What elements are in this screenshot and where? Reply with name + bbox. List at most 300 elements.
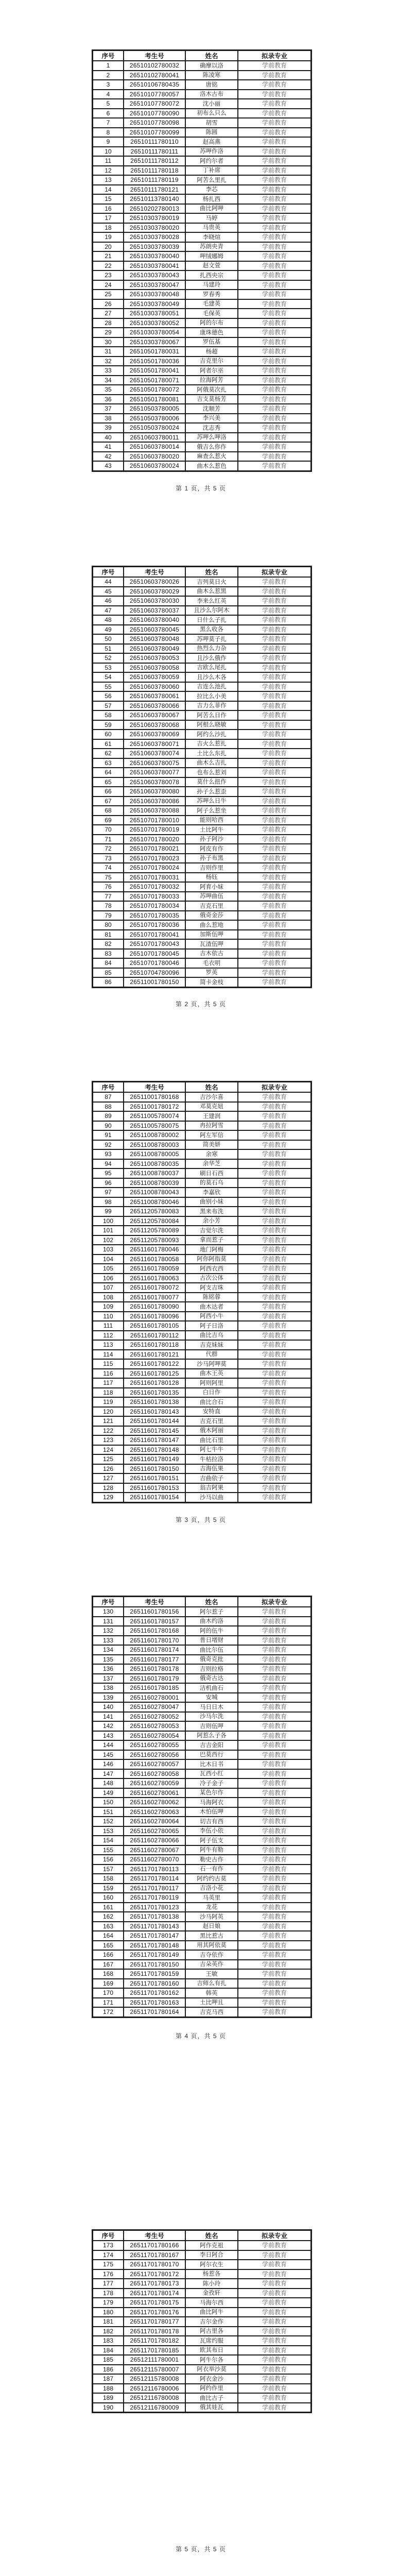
cell-index: 91 xyxy=(93,1130,124,1140)
table-row xyxy=(93,1359,311,1369)
cell-major: 学前教育 xyxy=(238,1969,311,1979)
table-row xyxy=(93,1102,311,1112)
table-row xyxy=(93,577,311,587)
cell-major: 学前教育 xyxy=(238,1778,311,1788)
cell-candidate-no: 26511701780147 xyxy=(124,1931,185,1941)
table-row xyxy=(93,1607,311,1617)
column-header: 姓名 xyxy=(185,1597,238,1607)
admission-table-page-2 xyxy=(92,566,312,988)
table-body xyxy=(93,1092,311,1502)
cell-candidate-no: 26511701780117 xyxy=(124,1884,185,1893)
column-header: 序号 xyxy=(93,2230,124,2241)
cell-major: 学前教育 xyxy=(238,1350,311,1360)
cell-major: 学前教育 xyxy=(238,777,311,787)
cell-name: 李嘉欣 xyxy=(185,1188,238,1197)
cell-index: 89 xyxy=(93,1111,124,1121)
cell-index: 109 xyxy=(93,1302,124,1312)
cell-name: 俄奇古达 xyxy=(185,1674,238,1684)
cell-major: 学前教育 xyxy=(238,920,311,930)
cell-major: 学前教育 xyxy=(238,1426,311,1436)
column-header: 序号 xyxy=(93,567,124,577)
cell-candidate-no: 26511601780148 xyxy=(124,1445,185,1455)
cell-index: 1 xyxy=(93,61,124,71)
admission-table-page-4 xyxy=(92,1596,312,2018)
cell-name: 阿牛尔各 xyxy=(185,2355,238,2365)
cell-major: 学前教育 xyxy=(238,892,311,902)
cell-candidate-no: 26510603780059 xyxy=(124,672,185,682)
cell-index: 52 xyxy=(93,653,124,663)
cell-candidate-no: 26511701780178 xyxy=(124,2327,185,2336)
cell-candidate-no: 26510501780071 xyxy=(124,376,185,385)
cell-candidate-no: 26511601780121 xyxy=(124,1350,185,1360)
cell-candidate-no: 26510701780032 xyxy=(124,882,185,892)
table-row xyxy=(93,1321,311,1331)
cell-name: 曲比合石 xyxy=(185,1397,238,1407)
cell-name: 吉沙尔喜 xyxy=(185,1092,238,1102)
cell-index: 144 xyxy=(93,1740,124,1750)
cell-index: 70 xyxy=(93,825,124,835)
cell-candidate-no: 26511601780059 xyxy=(124,1264,185,1274)
cell-major: 学前教育 xyxy=(238,261,311,271)
cell-major: 学前教育 xyxy=(238,1712,311,1722)
cell-major: 学前教育 xyxy=(238,749,311,758)
cell-candidate-no: 26510303780052 xyxy=(124,318,185,328)
cell-index: 177 xyxy=(93,2279,124,2289)
cell-index: 132 xyxy=(93,1626,124,1636)
cell-candidate-no: 26510603780061 xyxy=(124,691,185,701)
cell-major: 学前教育 xyxy=(238,863,311,873)
cell-major: 学前教育 xyxy=(238,710,311,720)
table-row xyxy=(93,1826,311,1836)
cell-major: 学前教育 xyxy=(238,137,311,147)
cell-index: 119 xyxy=(93,1397,124,1407)
cell-name: 吉则伍呷 xyxy=(185,1721,238,1731)
table-row xyxy=(93,682,311,692)
cell-index: 16 xyxy=(93,204,124,214)
cell-name: 木怕伍呷 xyxy=(185,1807,238,1817)
table-row xyxy=(93,634,311,644)
table-row xyxy=(93,366,311,376)
cell-major: 学前教育 xyxy=(238,977,311,987)
table-row xyxy=(93,290,311,299)
cell-index: 5 xyxy=(93,99,124,109)
cell-index: 162 xyxy=(93,1912,124,1922)
cell-name: 韩英 xyxy=(185,1988,238,1998)
cell-major: 学前教育 xyxy=(238,1264,311,1274)
cell-name: 吉则作里 xyxy=(185,863,238,873)
cell-candidate-no: 26510102780032 xyxy=(124,61,185,71)
column-header: 拟录专业 xyxy=(238,2230,311,2241)
table-row xyxy=(93,2346,311,2355)
cell-major: 学前教育 xyxy=(238,1493,311,1502)
cell-name: 沙马阿英 xyxy=(185,1912,238,1922)
table-row xyxy=(93,1664,311,1674)
cell-index: 110 xyxy=(93,1312,124,1321)
cell-major: 学前教育 xyxy=(238,1702,311,1712)
cell-candidate-no: 26511601780179 xyxy=(124,1674,185,1684)
cell-major: 学前教育 xyxy=(238,739,311,749)
cell-candidate-no: 26510501780041 xyxy=(124,366,185,376)
cell-name: 阿衣举沙莫 xyxy=(185,2365,238,2375)
cell-major: 学前教育 xyxy=(238,1092,311,1102)
table-row xyxy=(93,1950,311,1960)
cell-index: 190 xyxy=(93,2403,124,2413)
cell-name: 罗英 xyxy=(185,968,238,978)
cell-name: 曲别小妹 xyxy=(185,1197,238,1207)
cell-candidate-no: 26511602780061 xyxy=(124,1788,185,1798)
cell-index: 161 xyxy=(93,1903,124,1912)
cell-index: 83 xyxy=(93,949,124,959)
cell-name: 马日日木 xyxy=(185,1702,238,1712)
cell-index: 118 xyxy=(93,1388,124,1398)
cell-major: 学前教育 xyxy=(238,376,311,385)
cell-name: 李晓煊 xyxy=(185,232,238,242)
cell-index: 120 xyxy=(93,1407,124,1417)
cell-name: 阿的伍牛 xyxy=(185,1626,238,1636)
cell-index: 180 xyxy=(93,2308,124,2317)
cell-name: 马海阿衣 xyxy=(185,1798,238,1807)
cell-name: 吉克石里 xyxy=(185,1416,238,1426)
cell-index: 188 xyxy=(93,2384,124,2394)
cell-index: 100 xyxy=(93,1216,124,1226)
cell-candidate-no: 26511701780113 xyxy=(124,1865,185,1874)
table-row xyxy=(93,1931,311,1941)
table-row xyxy=(93,213,311,223)
cell-name: 普日堵财 xyxy=(185,1636,238,1646)
table-row xyxy=(93,2250,311,2260)
cell-name: 阿尔惹子 xyxy=(185,1607,238,1617)
table-row xyxy=(93,1702,311,1712)
cell-name: 曲木么惹黑 xyxy=(185,587,238,597)
cell-major: 学前教育 xyxy=(238,1216,311,1226)
cell-candidate-no: 26510603780080 xyxy=(124,787,185,796)
cell-index: 146 xyxy=(93,1759,124,1769)
table-row xyxy=(93,1979,311,1989)
cell-name: 瓦席约服 xyxy=(185,2336,238,2346)
cell-index: 34 xyxy=(93,376,124,385)
cell-candidate-no: 26511602780064 xyxy=(124,1817,185,1826)
cell-candidate-no: 26510701780031 xyxy=(124,873,185,883)
cell-name: 吉克石里 xyxy=(185,901,238,911)
table-row xyxy=(93,1255,311,1264)
cell-candidate-no: 26511701780175 xyxy=(124,2298,185,2308)
cell-name: 李来么红英 xyxy=(185,596,238,606)
table-row xyxy=(93,242,311,252)
cell-index: 179 xyxy=(93,2298,124,2308)
cell-name: 沙马阿呷莫 xyxy=(185,1359,238,1369)
table-row xyxy=(93,1626,311,1636)
cell-major: 学前教育 xyxy=(238,1416,311,1426)
cell-candidate-no: 26510303780040 xyxy=(124,251,185,261)
table-row xyxy=(93,318,311,328)
cell-major: 学前教育 xyxy=(238,232,311,242)
cell-index: 35 xyxy=(93,385,124,395)
cell-index: 98 xyxy=(93,1197,124,1207)
cell-name: 瓦渣伍呷 xyxy=(185,939,238,949)
table-row xyxy=(93,1149,311,1159)
cell-major: 学前教育 xyxy=(238,2289,311,2298)
table-row xyxy=(93,175,311,185)
table-row xyxy=(93,777,311,787)
cell-major: 学前教育 xyxy=(238,1149,311,1159)
cell-index: 32 xyxy=(93,357,124,366)
cell-index: 81 xyxy=(93,930,124,940)
cell-major: 学前教育 xyxy=(238,911,311,921)
cell-candidate-no: 26510202780013 xyxy=(124,204,185,214)
table-row xyxy=(93,730,311,739)
table-row xyxy=(93,2289,311,2298)
cell-index: 18 xyxy=(93,223,124,233)
cell-name: 简卡金枝 xyxy=(185,977,238,987)
table-row xyxy=(93,99,311,109)
cell-index: 50 xyxy=(93,634,124,644)
cell-index: 129 xyxy=(93,1493,124,1502)
cell-name: 阿衣金沙 xyxy=(185,2374,238,2384)
table-row xyxy=(93,1988,311,1998)
table-row xyxy=(93,452,311,462)
cell-index: 90 xyxy=(93,1121,124,1131)
cell-candidate-no: 26511602780054 xyxy=(124,1731,185,1741)
cell-major: 学前教育 xyxy=(238,796,311,806)
cell-index: 33 xyxy=(93,366,124,376)
cell-index: 38 xyxy=(93,414,124,423)
cell-name: 李芯 xyxy=(185,185,238,195)
table-row xyxy=(93,1807,311,1817)
cell-name: 曲比阿呷 xyxy=(185,204,238,214)
cell-major: 学前教育 xyxy=(238,1740,311,1750)
cell-name: 阿子伍支 xyxy=(185,1836,238,1845)
cell-name: 吉列莫日火 xyxy=(185,577,238,587)
cell-major: 学前教育 xyxy=(238,606,311,616)
table-row xyxy=(93,768,311,777)
cell-name: 牛枯拉洛 xyxy=(185,1454,238,1464)
table-row xyxy=(93,2336,311,2346)
cell-index: 41 xyxy=(93,442,124,452)
cell-major: 学前教育 xyxy=(238,2298,311,2308)
cell-name: 吉火么惹扎 xyxy=(185,739,238,749)
header-row xyxy=(93,2230,311,2241)
cell-index: 181 xyxy=(93,2317,124,2327)
cell-index: 150 xyxy=(93,1798,124,1807)
column-header: 姓名 xyxy=(185,2230,238,2241)
table-row xyxy=(93,835,311,844)
table-row xyxy=(93,2365,311,2375)
cell-candidate-no: 26510603780075 xyxy=(124,758,185,768)
cell-name: 吉海伍果 xyxy=(185,1464,238,1474)
cell-name: 沙马尔洗 xyxy=(185,1712,238,1722)
cell-index: 30 xyxy=(93,337,124,347)
cell-candidate-no: 26510107780072 xyxy=(124,99,185,109)
cell-index: 69 xyxy=(93,816,124,825)
cell-name: 简美妍 xyxy=(185,1140,238,1150)
cell-name: 翁吉阿果 xyxy=(185,1483,238,1493)
table-row xyxy=(93,347,311,357)
cell-index: 97 xyxy=(93,1188,124,1197)
cell-candidate-no: 26511602780063 xyxy=(124,1807,185,1817)
cell-candidate-no: 26511601780149 xyxy=(124,1454,185,1464)
cell-major: 学前教育 xyxy=(238,1950,311,1960)
table-row xyxy=(93,442,311,452)
cell-index: 27 xyxy=(93,309,124,318)
cell-candidate-no: 26511701780160 xyxy=(124,1979,185,1989)
cell-candidate-no: 26511601780090 xyxy=(124,1302,185,1312)
cell-name: 冷子金子 xyxy=(185,1778,238,1788)
cell-index: 63 xyxy=(93,758,124,768)
cell-index: 62 xyxy=(93,749,124,758)
cell-major: 学前教育 xyxy=(238,223,311,233)
cell-major: 学前教育 xyxy=(238,1798,311,1807)
cell-index: 9 xyxy=(93,137,124,147)
table-row xyxy=(93,930,311,940)
table-row xyxy=(93,1493,311,1502)
cell-major: 学前教育 xyxy=(238,587,311,597)
cell-name: 赵高燕 xyxy=(185,137,238,147)
cell-candidate-no: 26510603780026 xyxy=(124,577,185,587)
cell-name: 白日作 xyxy=(185,1388,238,1398)
table-row xyxy=(93,2393,311,2403)
cell-candidate-no: 26511701780172 xyxy=(124,2269,185,2279)
cell-index: 14 xyxy=(93,185,124,195)
table-row xyxy=(93,404,311,414)
table-row xyxy=(93,749,311,758)
table-row xyxy=(93,128,311,138)
table-row xyxy=(93,1369,311,1379)
cell-candidate-no: 26510701780024 xyxy=(124,863,185,873)
table-row xyxy=(93,194,311,204)
cell-name: 苏呷莫子扎 xyxy=(185,634,238,644)
cell-index: 68 xyxy=(93,806,124,816)
cell-major: 学前教育 xyxy=(238,147,311,157)
cell-major: 学前教育 xyxy=(238,901,311,911)
header-row xyxy=(93,567,311,577)
cell-major: 学前教育 xyxy=(238,949,311,959)
cell-candidate-no: 26510603780086 xyxy=(124,796,185,806)
cell-major: 学前教育 xyxy=(238,1874,311,1884)
cell-index: 140 xyxy=(93,1702,124,1712)
cell-candidate-no: 26510501780036 xyxy=(124,357,185,366)
cell-major: 学前教育 xyxy=(238,2007,311,2017)
table-row xyxy=(93,825,311,835)
cell-major: 学前教育 xyxy=(238,99,311,109)
cell-name: 阿惹么子各 xyxy=(185,1731,238,1741)
cell-name: 金孜轩 xyxy=(185,2289,238,2298)
cell-major: 学前教育 xyxy=(238,204,311,214)
cell-index: 126 xyxy=(93,1464,124,1474)
cell-candidate-no: 26511601780151 xyxy=(124,1473,185,1483)
cell-name: 阿者尔巫 xyxy=(185,366,238,376)
cell-major: 学前教育 xyxy=(238,1931,311,1941)
cell-candidate-no: 26511008780043 xyxy=(124,1188,185,1197)
cell-name: 吉克里尔 xyxy=(185,357,238,366)
cell-major: 学前教育 xyxy=(238,1903,311,1912)
table-row xyxy=(93,309,311,318)
cell-major: 学前教育 xyxy=(238,1941,311,1951)
table-row xyxy=(93,337,311,347)
cell-major: 学前教育 xyxy=(238,644,311,654)
table-row xyxy=(93,1817,311,1826)
cell-candidate-no: 26511601780096 xyxy=(124,1312,185,1321)
cell-candidate-no: 26510303780051 xyxy=(124,309,185,318)
cell-major: 学前教育 xyxy=(238,1197,311,1207)
cell-name: 阿子日洛 xyxy=(185,1321,238,1331)
cell-candidate-no: 26510107780090 xyxy=(124,109,185,118)
table-row xyxy=(93,901,311,911)
cell-candidate-no: 26510107780098 xyxy=(124,118,185,128)
table-row xyxy=(93,156,311,166)
cell-candidate-no: 26510603780069 xyxy=(124,730,185,739)
cell-name: 吉则拉格 xyxy=(185,1664,238,1674)
cell-candidate-no: 26511701780185 xyxy=(124,2346,185,2355)
table-row xyxy=(93,1845,311,1855)
header-row xyxy=(93,1597,311,1607)
cell-candidate-no: 26511602780070 xyxy=(124,1855,185,1865)
cell-major: 学前教育 xyxy=(238,2403,311,2413)
cell-candidate-no: 26511205780089 xyxy=(124,1226,185,1235)
admission-table-page-5 xyxy=(92,2229,312,2413)
table-row xyxy=(93,1855,311,1865)
cell-major: 学前教育 xyxy=(238,251,311,261)
cell-major: 学前教育 xyxy=(238,1140,311,1150)
cell-major: 学前教育 xyxy=(238,166,311,176)
cell-candidate-no: 26510701780041 xyxy=(124,930,185,940)
cell-index: 154 xyxy=(93,1836,124,1845)
cell-name: 曲木么惹色 xyxy=(185,461,238,471)
cell-major: 学前教育 xyxy=(238,596,311,606)
cell-index: 60 xyxy=(93,730,124,739)
table-row xyxy=(93,1121,311,1131)
cell-name: 孙子布黑 xyxy=(185,854,238,863)
cell-major: 学前教育 xyxy=(238,1855,311,1865)
cell-name: 土比呷且 xyxy=(185,1998,238,2008)
table-row xyxy=(93,1407,311,1417)
cell-candidate-no: 26510603780071 xyxy=(124,739,185,749)
table-row xyxy=(93,1454,311,1464)
table-row xyxy=(93,1340,311,1350)
cell-major: 学前教育 xyxy=(238,1912,311,1922)
cell-name: 土比阿牛 xyxy=(185,825,238,835)
cell-candidate-no: 26511601780138 xyxy=(124,1397,185,1407)
table-row xyxy=(93,911,311,921)
table-row xyxy=(93,1159,311,1169)
cell-candidate-no: 26511601780072 xyxy=(124,1283,185,1293)
cell-candidate-no: 26510111780110 xyxy=(124,137,185,147)
column-header: 序号 xyxy=(93,1082,124,1092)
table-row xyxy=(93,816,311,825)
cell-candidate-no: 26511701780173 xyxy=(124,2279,185,2289)
cell-name: 曲比石里 xyxy=(185,1435,238,1445)
cell-candidate-no: 26511601780157 xyxy=(124,1617,185,1626)
cell-major: 学前教育 xyxy=(238,1178,311,1188)
cell-index: 59 xyxy=(93,720,124,730)
table-row xyxy=(93,1655,311,1665)
cell-major: 学前教育 xyxy=(238,2355,311,2365)
cell-name: 吉朵英作 xyxy=(185,1960,238,1970)
table-row xyxy=(93,644,311,654)
table-body xyxy=(93,577,311,987)
table-row xyxy=(93,1293,311,1302)
cell-name: 安城 xyxy=(185,1693,238,1703)
cell-name: 孙子阿沙 xyxy=(185,835,238,844)
column-header: 拟录专业 xyxy=(238,1082,311,1092)
table-row xyxy=(93,1769,311,1779)
cell-major: 学前教育 xyxy=(238,61,311,71)
cell-major: 学前教育 xyxy=(238,414,311,423)
cell-index: 105 xyxy=(93,1264,124,1274)
cell-major: 学前教育 xyxy=(238,720,311,730)
cell-candidate-no: 26510303780020 xyxy=(124,223,185,233)
cell-candidate-no: 26511601780154 xyxy=(124,1493,185,1502)
cell-index: 153 xyxy=(93,1826,124,1836)
